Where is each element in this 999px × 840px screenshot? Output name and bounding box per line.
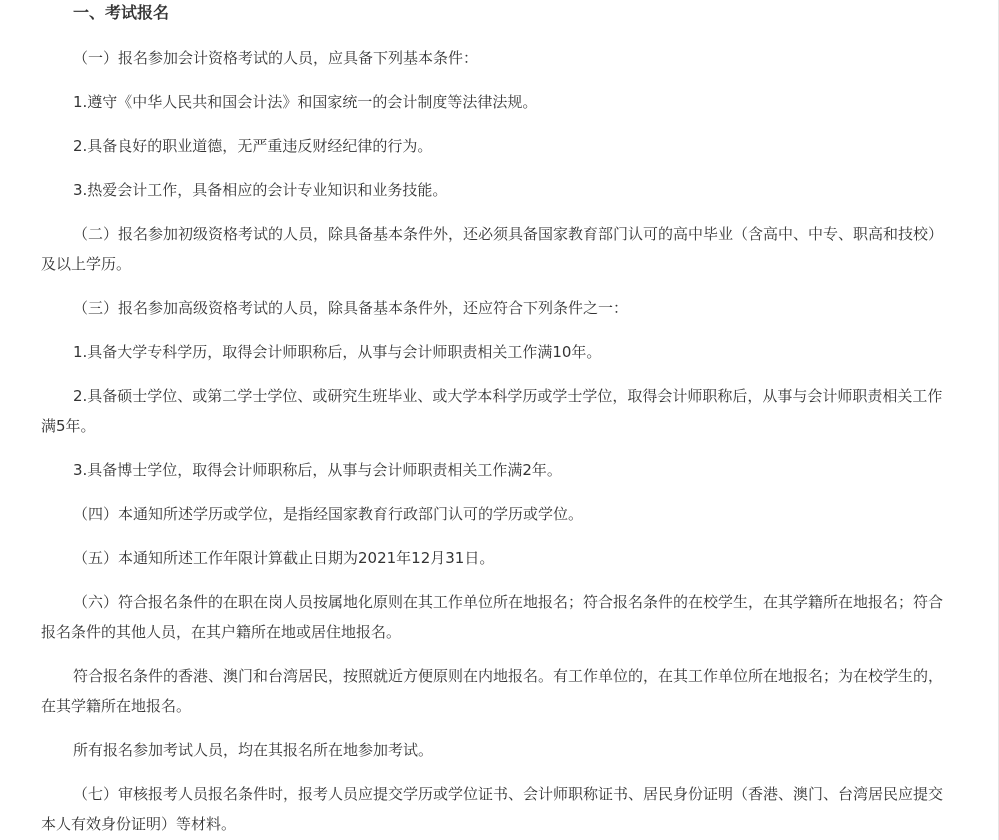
paragraph: 3.热爱会计工作，具备相应的会计专业知识和业务技能。 — [73, 181, 448, 199]
paragraph: 1.具备大学专科学历，取得会计师职称后，从事与会计师职责相关工作满10年。 — [73, 343, 602, 361]
paragraph: 符合报名条件的香港、澳门和台湾居民，按照就近方便原则在内地报名。有工作单位的，在其工作单位所在地报名；为在校学生的，在其学籍所在地报名。 — [41, 667, 944, 715]
paragraph: 所有报名参加考试人员，均在其报名所在地参加考试。 — [73, 741, 434, 759]
paragraph: （三）报名参加高级资格考试的人员，除具备基本条件外，还应符合下列条件之一： — [73, 299, 629, 317]
paragraph: 1.遵守《中华人民共和国会计法》和国家统一的会计制度等法律法规。 — [73, 93, 538, 111]
paragraph: （二）报名参加初级资格考试的人员，除具备基本条件外，还必须具备国家教育部门认可的高中毕业（含高中、中专、职高和技校）及以上学历。 — [41, 225, 944, 273]
paragraph: （七）审核报考人员报名条件时，报考人员应提交学历或学位证书、会计师职称证书、居民身份证明（香港、澳门、台湾居民应提交本人有效身份证明）等材料。 — [41, 785, 944, 833]
paragraph: 2.具备良好的职业道德，无严重违反财经纪律的行为。 — [73, 137, 433, 155]
paragraph: 3.具备博士学位，取得会计师职称后，从事与会计师职责相关工作满2年。 — [73, 461, 562, 479]
paragraph: （四）本通知所述学历或学位，是指经国家教育行政部门认可的学历或学位。 — [73, 505, 584, 523]
paragraph: 2.具备硕士学位、或第二学士学位、或研究生班毕业、或大学本科学历或学士学位，取得会计师职称后，从事与会计师职责相关工作满5年。 — [41, 387, 943, 435]
paragraph: （一）报名参加会计资格考试的人员，应具备下列基本条件： — [73, 49, 479, 67]
paragraph: （六）符合报名条件的在职在岗人员按属地化原则在其工作单位所在地报名；符合报名条件的在校学生，在其学籍所在地报名；符合报名条件的其他人员，在其户籍所在地或居住地报名。 — [41, 593, 944, 641]
section-heading: 一、考试报名 — [73, 3, 170, 22]
paragraph: （五）本通知所述工作年限计算截止日期为2021年12月31日。 — [73, 549, 495, 567]
